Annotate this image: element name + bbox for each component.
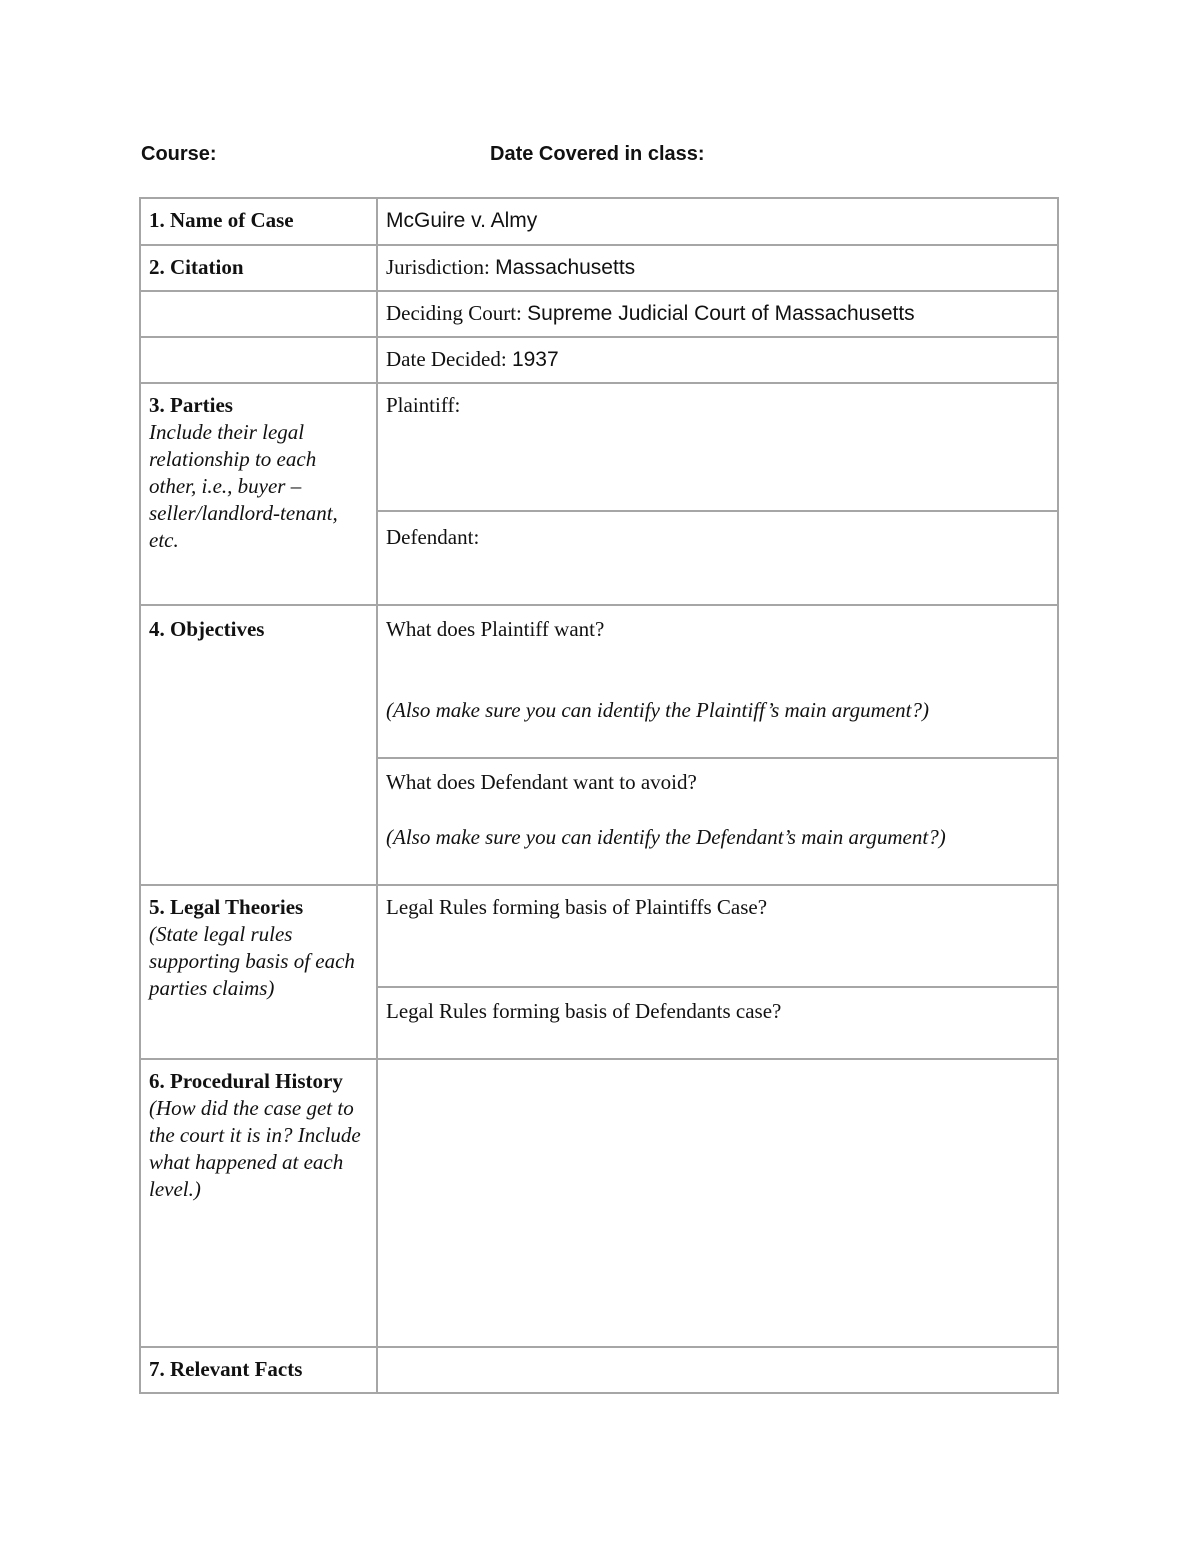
- empty-label-cell: [140, 291, 377, 337]
- form-header: [141, 143, 1057, 173]
- jurisdiction-value: Massachusetts: [495, 256, 636, 279]
- defendant-avoid-question: What does Defendant want to avoid?: [386, 770, 697, 794]
- name-of-case-label: 1. Name of Case: [149, 208, 294, 232]
- deciding-court-label: Deciding Court:: [386, 301, 522, 325]
- row-citation-jurisdiction: [140, 245, 1058, 291]
- citation-label-cell: [140, 245, 377, 291]
- plaintiff-want-question: What does Plaintiff want?: [386, 617, 605, 641]
- defendant-argument-note: (Also make sure you can identify the Defendant’s main argument?): [386, 825, 946, 849]
- objectives-label-cell: [140, 605, 377, 885]
- defendant-cell[interactable]: [377, 511, 1058, 605]
- deciding-court-value: Supreme Judicial Court of Massachusetts: [527, 302, 915, 325]
- case-brief-table: [139, 197, 1059, 1394]
- legal-theories-label-cell: [140, 885, 377, 1059]
- legal-theories-label: 5. Legal Theories: [149, 895, 304, 919]
- row-procedural-history: [140, 1059, 1058, 1347]
- row-objectives-plaintiff: [140, 605, 1058, 758]
- row-name-of-case: [140, 198, 1058, 245]
- plaintiff-rules-cell[interactable]: [377, 885, 1058, 987]
- defendant-label: Defendant:: [386, 525, 480, 549]
- jurisdiction-cell[interactable]: [377, 245, 1058, 291]
- legal-theories-note: (State legal rules supporting basis of each parties claims): [149, 922, 355, 1000]
- name-of-case-label-cell: [140, 198, 377, 245]
- procedural-history-note: (How did the case get to the court it is in? Include what happened at each level.): [149, 1096, 361, 1201]
- date-decided-cell[interactable]: [377, 337, 1058, 383]
- defendant-rules-cell[interactable]: [377, 987, 1058, 1059]
- procedural-history-label: 6. Procedural History: [149, 1069, 343, 1093]
- parties-label-cell: [140, 383, 377, 605]
- parties-note: Include their legal relationship to each other, i.e., buyer – seller/landlord-tenant, etc.: [149, 420, 338, 552]
- date-decided-label: Date Decided:: [386, 347, 507, 371]
- row-legal-theories-plaintiff: [140, 885, 1058, 987]
- plaintiff-objective-cell[interactable]: [377, 605, 1058, 758]
- citation-label: 2. Citation: [149, 255, 244, 279]
- case-name-value: McGuire v. Almy: [386, 209, 538, 232]
- plaintiff-argument-note: (Also make sure you can identify the Plaintiff’s main argument?): [386, 698, 929, 722]
- date-decided-value: 1937: [511, 348, 559, 371]
- relevant-facts-label-cell: [140, 1347, 377, 1393]
- row-relevant-facts: [140, 1347, 1058, 1393]
- defendant-objective-cell[interactable]: [377, 758, 1058, 885]
- plaintiff-rules-question: Legal Rules forming basis of Plaintiffs Case?: [386, 895, 768, 919]
- empty-label-cell: [140, 337, 377, 383]
- procedural-history-cell[interactable]: [377, 1059, 1058, 1347]
- relevant-facts-label: 7. Relevant Facts: [149, 1357, 303, 1381]
- objectives-label: 4. Objectives: [149, 617, 265, 641]
- plaintiff-label: Plaintiff:: [386, 393, 461, 417]
- relevant-facts-cell[interactable]: [377, 1347, 1058, 1393]
- parties-label: 3. Parties: [149, 393, 233, 417]
- name-of-case-value-cell[interactable]: [377, 198, 1058, 245]
- plaintiff-cell[interactable]: [377, 383, 1058, 511]
- row-citation-date-decided: [140, 337, 1058, 383]
- row-parties-plaintiff: [140, 383, 1058, 511]
- row-citation-deciding-court: [140, 291, 1058, 337]
- course-label: Course:: [141, 143, 217, 165]
- procedural-history-label-cell: [140, 1059, 377, 1347]
- deciding-court-cell[interactable]: [377, 291, 1058, 337]
- jurisdiction-label: Jurisdiction:: [386, 255, 490, 279]
- date-covered-label: Date Covered in class:: [490, 143, 705, 165]
- defendant-rules-question: Legal Rules forming basis of Defendants case?: [386, 999, 782, 1023]
